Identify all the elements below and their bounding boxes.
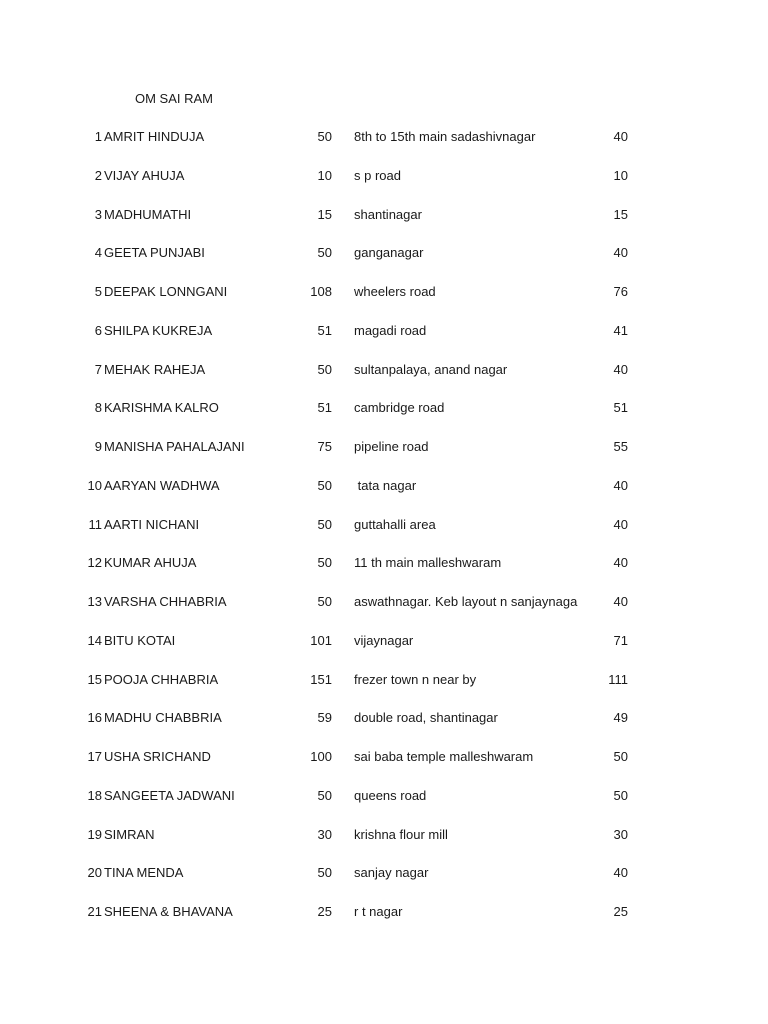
amount: 100 bbox=[310, 749, 332, 764]
person-name: KUMAR AHUJA bbox=[104, 555, 197, 571]
person-name: POOJA CHHABRIA bbox=[104, 671, 219, 687]
amount: 50 bbox=[317, 245, 332, 261]
row-number: 14 bbox=[87, 632, 102, 648]
amount: 10 bbox=[317, 167, 332, 183]
person-name: VARSHA CHHABRIA bbox=[104, 594, 227, 609]
person-name: AARYAN WADHWA bbox=[104, 477, 220, 493]
page-heading: OM SAI RAM bbox=[135, 91, 214, 106]
row-number: 2 bbox=[94, 167, 102, 183]
area-name: sanjay nagar bbox=[354, 865, 429, 881]
row-number: 17 bbox=[87, 749, 102, 764]
area-name: shantinagar bbox=[354, 206, 422, 222]
list-item bbox=[0, 207, 768, 246]
list-item bbox=[0, 672, 768, 711]
amount: 75 bbox=[317, 439, 332, 454]
area-name: pipeline road bbox=[354, 439, 429, 454]
amount: 50 bbox=[317, 787, 332, 803]
person-name: BITU KOTAI bbox=[104, 632, 176, 648]
list-item bbox=[0, 245, 768, 284]
row-number: 10 bbox=[87, 477, 102, 493]
area-name: 11 th main malleshwaram bbox=[354, 555, 502, 571]
person-name: KARISHMA KALRO bbox=[104, 400, 219, 416]
area-amount: 49 bbox=[613, 710, 628, 726]
row-number: 13 bbox=[87, 594, 102, 609]
list-item bbox=[0, 904, 768, 943]
list-item bbox=[0, 827, 768, 866]
row-number: 6 bbox=[94, 322, 102, 338]
list-item bbox=[0, 129, 768, 168]
area-amount: 40 bbox=[613, 865, 628, 881]
person-name: AARTI NICHANI bbox=[104, 516, 200, 532]
area-amount: 40 bbox=[613, 361, 628, 377]
list-item bbox=[0, 362, 768, 401]
area-amount: 40 bbox=[613, 555, 628, 571]
list-item bbox=[0, 478, 768, 517]
area-amount: 25 bbox=[613, 904, 628, 919]
row-number: 19 bbox=[87, 826, 102, 842]
area-name: krishna flour mill bbox=[354, 826, 448, 842]
list-item bbox=[0, 788, 768, 827]
amount: 50 bbox=[317, 555, 332, 571]
row-number: 3 bbox=[94, 206, 102, 222]
person-name: SHEENA & BHAVANA bbox=[104, 904, 233, 919]
person-name: AMRIT HINDUJA bbox=[104, 129, 205, 144]
area-amount: 50 bbox=[613, 787, 628, 803]
row-number: 11 bbox=[88, 516, 102, 532]
area-amount: 40 bbox=[613, 129, 628, 144]
amount: 151 bbox=[310, 671, 332, 687]
area-name: sai baba temple malleshwaram bbox=[354, 749, 534, 764]
area-name: double road, shantinagar bbox=[354, 710, 498, 726]
area-name: frezer town n near by bbox=[354, 671, 477, 687]
list-item bbox=[0, 517, 768, 556]
area-name: magadi road bbox=[354, 322, 427, 338]
area-name: cambridge road bbox=[354, 400, 445, 416]
person-name: TINA MENDA bbox=[104, 865, 184, 881]
area-amount: 40 bbox=[613, 477, 628, 493]
row-number: 4 bbox=[94, 245, 102, 261]
amount: 50 bbox=[317, 594, 332, 609]
amount: 50 bbox=[317, 865, 332, 881]
list-item bbox=[0, 555, 768, 594]
area-amount: 111 bbox=[608, 671, 628, 687]
list-item bbox=[0, 710, 768, 749]
amount: 15 bbox=[317, 206, 332, 222]
person-name: MANISHA PAHALAJANI bbox=[104, 439, 245, 454]
area-name: guttahalli area bbox=[354, 516, 436, 532]
area-name: wheelers road bbox=[354, 284, 436, 299]
area-name: vijaynagar bbox=[354, 632, 414, 648]
row-number: 15 bbox=[87, 671, 102, 687]
person-name: GEETA PUNJABI bbox=[104, 245, 205, 261]
row-number: 18 bbox=[87, 787, 102, 803]
row-number: 9 bbox=[94, 439, 102, 454]
row-number: 20 bbox=[87, 865, 102, 881]
list-item bbox=[0, 633, 768, 672]
area-name: sultanpalaya, anand nagar bbox=[354, 361, 508, 377]
list-item bbox=[0, 400, 768, 439]
row-number: 7 bbox=[94, 361, 102, 377]
area-amount: 40 bbox=[613, 245, 628, 261]
area-amount: 55 bbox=[613, 439, 628, 454]
amount: 25 bbox=[317, 904, 332, 919]
person-name: VIJAY AHUJA bbox=[104, 167, 185, 183]
row-number: 1 bbox=[94, 129, 102, 144]
area-amount: 30 bbox=[613, 826, 628, 842]
list-item bbox=[0, 284, 768, 323]
person-name: SANGEETA JADWANI bbox=[104, 787, 235, 803]
amount: 51 bbox=[317, 400, 332, 416]
amount: 50 bbox=[317, 516, 332, 532]
list-item bbox=[0, 439, 768, 478]
area-amount: 40 bbox=[613, 516, 628, 532]
area-name: aswathnagar. Keb layout n sanjaynaga bbox=[354, 594, 578, 609]
person-name: SHILPA KUKREJA bbox=[104, 322, 213, 338]
amount: 50 bbox=[317, 129, 332, 144]
area-amount: 76 bbox=[613, 284, 628, 299]
amount: 51 bbox=[317, 322, 332, 338]
area-name: ganganagar bbox=[354, 245, 424, 261]
amount: 50 bbox=[317, 477, 332, 493]
amount: 101 bbox=[310, 632, 332, 648]
row-number: 12 bbox=[87, 555, 102, 571]
list-item bbox=[0, 323, 768, 362]
person-name: MADHUMATHI bbox=[104, 206, 192, 222]
amount: 30 bbox=[317, 826, 332, 842]
area-amount: 15 bbox=[613, 206, 628, 222]
area-amount: 50 bbox=[613, 749, 628, 764]
person-name: SIMRAN bbox=[104, 826, 155, 842]
list-item bbox=[0, 865, 768, 904]
entries-list bbox=[0, 129, 768, 943]
area-name: tata nagar bbox=[354, 477, 417, 493]
amount: 108 bbox=[310, 284, 332, 299]
amount: 59 bbox=[317, 710, 332, 726]
row-number: 21 bbox=[87, 904, 102, 919]
person-name: DEEPAK LONNGANI bbox=[104, 284, 228, 299]
area-amount: 10 bbox=[613, 167, 628, 183]
row-number: 8 bbox=[94, 400, 102, 416]
person-name: MADHU CHABBRIA bbox=[104, 710, 222, 726]
area-amount: 51 bbox=[613, 400, 628, 416]
list-item bbox=[0, 749, 768, 788]
row-number: 5 bbox=[94, 284, 102, 299]
area-name: queens road bbox=[354, 787, 427, 803]
area-amount: 71 bbox=[613, 632, 628, 648]
area-name: r t nagar bbox=[354, 904, 403, 919]
list-item bbox=[0, 594, 768, 633]
area-name: 8th to 15th main sadashivnagar bbox=[354, 129, 536, 144]
list-item bbox=[0, 168, 768, 207]
area-amount: 40 bbox=[613, 594, 628, 609]
area-name: s p road bbox=[354, 167, 401, 183]
row-number: 16 bbox=[87, 710, 102, 726]
amount: 50 bbox=[317, 361, 332, 377]
person-name: USHA SRICHAND bbox=[104, 749, 211, 764]
person-name: MEHAK RAHEJA bbox=[104, 361, 206, 377]
area-amount: 41 bbox=[613, 322, 628, 338]
